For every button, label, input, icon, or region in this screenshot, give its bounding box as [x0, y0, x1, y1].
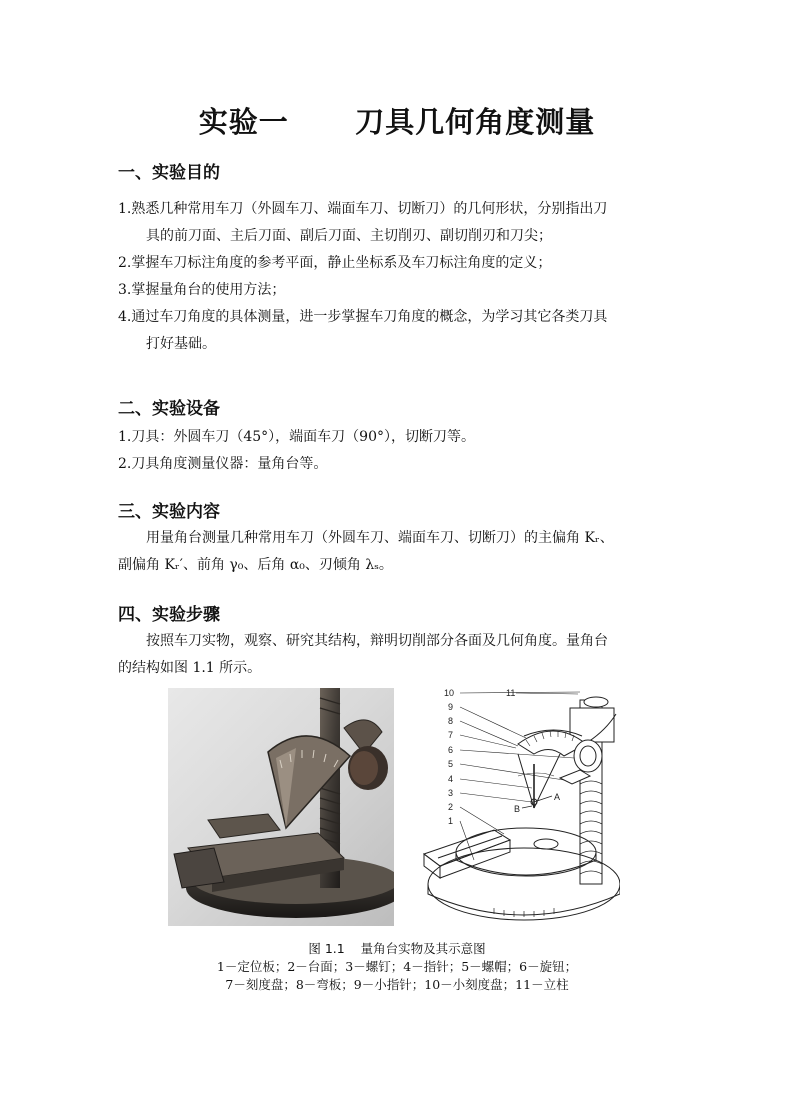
objectives-list	[118, 196, 678, 358]
diagram-label-6: 6	[448, 745, 454, 755]
paragraph-line: 用量角台测量几种常用车刀（外圆车刀、端面车刀、切断刀）的主偏角 Kᵣ、	[146, 530, 614, 546]
figure-caption-title: 图 1.1 量角台实物及其示意图	[308, 941, 486, 956]
figure-caption-legend-line1: 1－定位板；2－台面；3－螺钉；4－指针；5－螺帽；6－旋钮；	[216, 959, 578, 974]
equipment-list	[118, 424, 678, 478]
diagram-label-5: 5	[448, 759, 454, 769]
diagram-label-1: 1	[448, 816, 454, 826]
section-heading-steps: 四、实验步骤	[118, 605, 220, 625]
list-item: 1.刀具：外圆车刀（45°），端面车刀（90°），切断刀等。	[118, 429, 475, 445]
list-item: 2.掌握车刀标注角度的参考平面，静止坐标系及车刀标注角度的定义；	[118, 255, 552, 271]
list-item: 3.掌握量角台的使用方法；	[118, 282, 286, 298]
paragraph-line: 的结构如图 1.1 所示。	[118, 660, 262, 676]
protractor-schematic-drawing	[414, 684, 620, 934]
diagram-label-11: 11	[506, 688, 516, 698]
diagram-label-9: 9	[448, 702, 454, 712]
paragraph-line: 按照车刀实物，观察、研究其结构，辩明切削部分各面及几何角度。量角台	[146, 633, 608, 649]
section-heading-content: 三、实验内容	[118, 502, 220, 522]
diagram-label-3: 3	[448, 788, 454, 798]
figure-caption-legend-line2: 7－刻度盘；8－弯板；9－小指针；10－小刻度盘；11－立柱	[225, 977, 569, 992]
steps-paragraph	[118, 628, 678, 682]
list-item: 2.刀具角度测量仪器：量角台等。	[118, 456, 328, 472]
protractor-photo-drawing	[168, 688, 394, 926]
content-paragraph	[118, 525, 678, 579]
diagram-label-8: 8	[448, 716, 454, 726]
list-item-continuation: 具的前刀面、主后刀面、副后刀面、主切削刃、副切削刃和刀尖；	[146, 228, 552, 244]
list-item: 1.熟悉几种常用车刀（外圆车刀、端面车刀、切断刀）的几何形状，分别指出刀	[118, 201, 608, 217]
diagram-label-2: 2	[448, 802, 454, 812]
list-item-continuation: 打好基础。	[146, 336, 216, 352]
protractor-schematic	[414, 684, 620, 934]
list-item: 4.通过车刀角度的具体测量，进一步掌握车刀角度的概念，为学习其它各类刀具	[118, 309, 608, 325]
protractor-photo	[168, 688, 394, 926]
paragraph-line: 副偏角 Kᵣ′、前角 γ₀、后角 α₀、刃倾角 λₛ。	[118, 557, 393, 573]
page-title: 实验一 刀具几何角度测量	[198, 105, 596, 139]
section-heading-objectives: 一、实验目的	[118, 163, 220, 183]
diagram-label-4: 4	[448, 774, 454, 784]
section-heading-equipment: 二、实验设备	[118, 399, 220, 419]
diagram-label-7: 7	[448, 730, 454, 740]
diagram-point-b: B	[514, 804, 521, 814]
diagram-label-10: 10	[444, 688, 455, 698]
diagram-point-a: A	[554, 792, 561, 802]
